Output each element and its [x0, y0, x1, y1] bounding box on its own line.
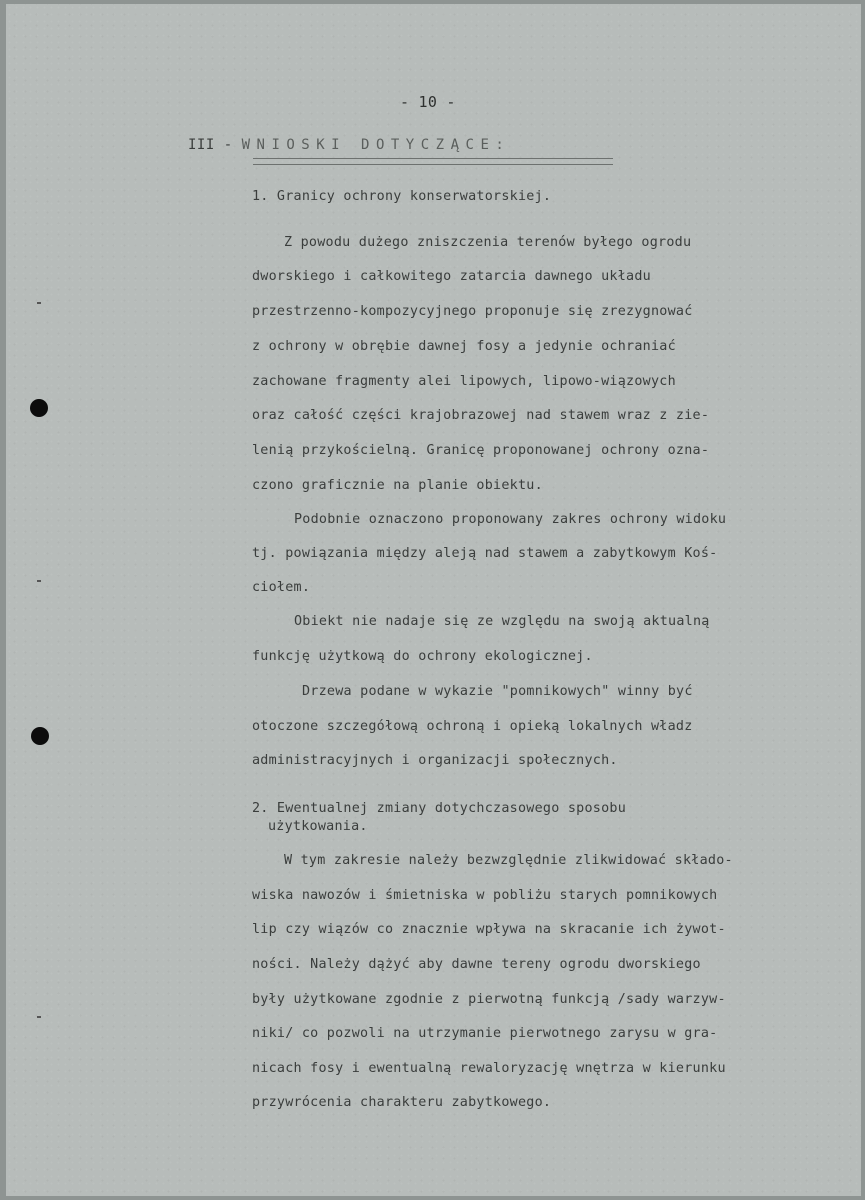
text-line: Drzewa podane w wykazie "pomnikowych" winny być	[302, 684, 693, 699]
punch-hole-bottom	[31, 727, 49, 745]
chapter-heading	[188, 137, 510, 153]
text-line: funkcję użytkową do ochrony ekologicznej.	[252, 649, 593, 664]
text-line: zachowane fragmenty alei lipowych, lipowo-wiązowych	[252, 374, 676, 389]
heading-double-underline	[253, 158, 613, 165]
text-line: były użytkowane zgodnie z pierwotną funkcją /sady warzyw-	[252, 992, 726, 1007]
text-line: przywrócenia charakteru zabytkowego.	[252, 1095, 552, 1110]
text-line: lip czy wiązów co znacznie wpływa na skracanie ich żywot-	[252, 922, 726, 937]
text-line: ciołem.	[252, 580, 311, 595]
text-line: lenią przykościelną. Granicę proponowanej ochrony ozna-	[252, 443, 710, 458]
margin-tick	[37, 302, 41, 304]
text-line: przestrzenno-kompozycyjnego proponuje się zrezygnować	[252, 304, 693, 319]
page-number: - 10 -	[400, 93, 456, 111]
text-line: Podobnie oznaczono proponowany zakres ochrony widoku	[294, 512, 727, 527]
text-line: administracyjnych i organizacji społecznych.	[252, 753, 618, 768]
section-title: 1. Granicy ochrony konserwatorskiej.	[252, 189, 552, 204]
text-line: otoczone szczegółową ochroną i opieką lokalnych władz	[252, 719, 693, 734]
section-title: użytkowania.	[268, 819, 368, 834]
section-title: 2. Ewentualnej zmiany dotychczasowego sposobu	[252, 801, 627, 816]
text-line: ności. Należy dążyć aby dawne tereny ogrodu dworskiego	[252, 957, 701, 972]
text-line: Z powodu dużego zniszczenia terenów byłego ogrodu	[284, 235, 692, 250]
margin-tick	[37, 580, 41, 582]
text-line: czono graficznie na planie obiektu.	[252, 478, 543, 493]
punch-hole-top	[30, 399, 48, 417]
document-page	[6, 4, 861, 1196]
text-line: W tym zakresie należy bezwzględnie zlikwidować składo-	[284, 853, 733, 868]
text-line: z ochrony w obrębie dawnej fosy a jedynie ochraniać	[252, 339, 676, 354]
chapter-numeral: III -	[188, 137, 233, 153]
text-line: oraz całość części krajobrazowej nad stawem wraz z zie-	[252, 408, 710, 423]
text-line: tj. powiązania między aleją nad stawem a zabytkowym Koś-	[252, 546, 718, 561]
text-line: nicach fosy i ewentualną rewaloryzację wnętrza w kierunku	[252, 1061, 726, 1076]
text-line: wiska nawozów i śmietniska w pobliżu starych pomnikowych	[252, 888, 718, 903]
text-line: Obiekt nie nadaje się ze względu na swoją aktualną	[294, 614, 710, 629]
chapter-title: WNIOSKI DOTYCZĄCE:	[241, 137, 511, 153]
margin-tick	[37, 1016, 41, 1018]
text-line: niki/ co pozwoli na utrzymanie pierwotnego zarysu w gra-	[252, 1026, 718, 1041]
text-line: dworskiego i całkowitego zatarcia dawnego układu	[252, 269, 651, 284]
